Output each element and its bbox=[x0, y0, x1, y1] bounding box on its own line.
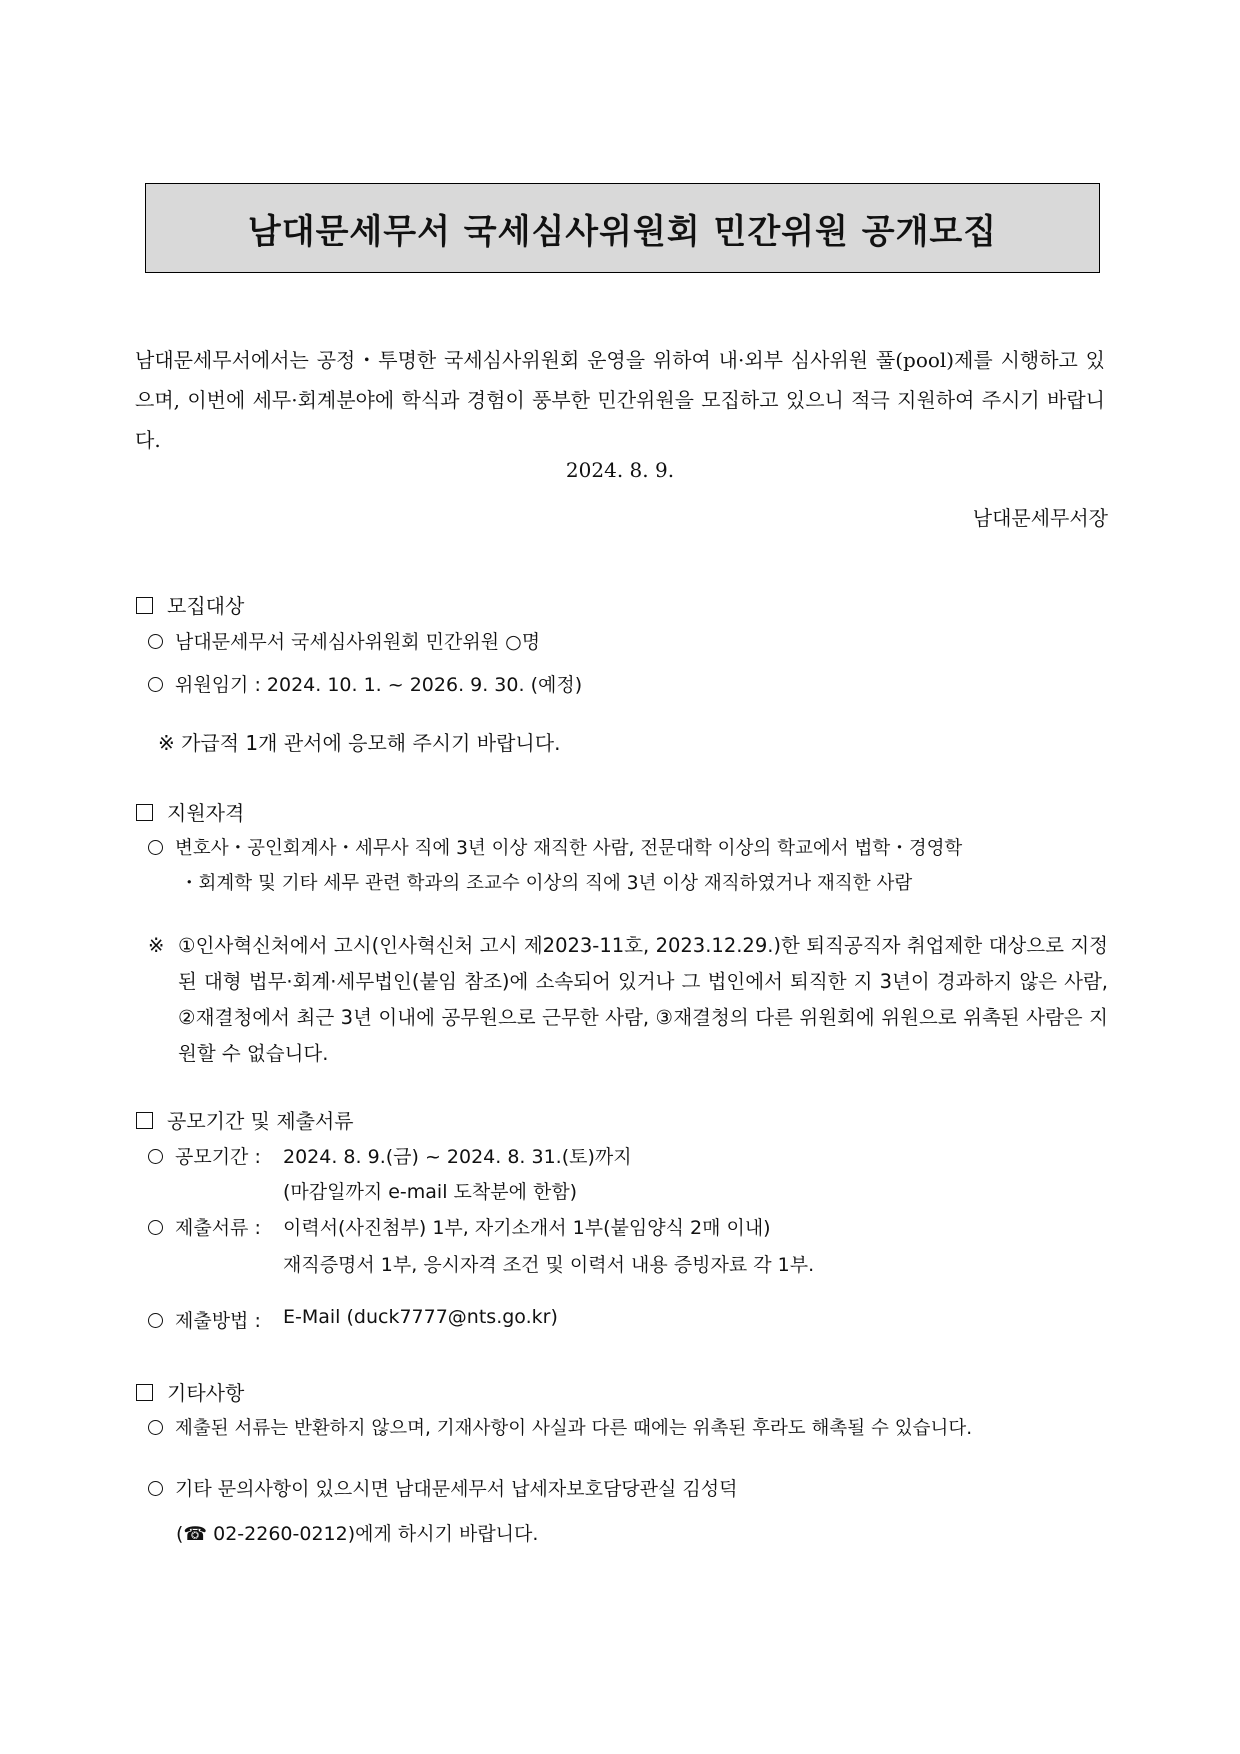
circle-bullet-icon bbox=[148, 840, 163, 855]
list-item: 남대문세무서 국세심사위원회 민간위원 ○명 bbox=[148, 627, 540, 654]
period-value: 2024. 8. 9.(금) ~ 2024. 8. 31.(토)까지 bbox=[283, 1146, 632, 1168]
section-heading-other: 기타사항 bbox=[136, 1377, 244, 1406]
checkbox-square-icon bbox=[136, 1112, 153, 1129]
contact-phone: (☎ 02-2260-0212)에게 하시기 바랍니다. bbox=[176, 1523, 539, 1545]
notice-text: ①인사혁신처에서 고시(인사혁신처 고시 제2023-11호, 2023.12.29.)한 퇴직공직자 취업제한 대상으로 지정된 대형 법무·회계·세무법인(붙임 참조)에 소속되어 있거나 그 법인에서 퇴직한 지 3년이 경과하지 않은 사람, ②재결청에서 최근 3년 이내에 공무원으로 근무한 사람, ③재결청의 다른 위원회에 위원으로 위촉된 사람은 지원할 수 없습니다. bbox=[178, 934, 1108, 1065]
circle-bullet-icon bbox=[148, 1481, 163, 1496]
notice-mark: ※ bbox=[148, 934, 165, 957]
list-item: 변호사・공인회계사・세무사 직에 3년 이상 재직한 사람, 전문대학 이상의 학교에서 법학・경영학 bbox=[148, 834, 962, 860]
checkbox-square-icon bbox=[136, 804, 153, 821]
list-item: 제출서류 : bbox=[148, 1213, 261, 1240]
docs-value-2: 재직증명서 1부, 응시자격 조건 및 이력서 내용 증빙자료 각 1부. bbox=[283, 1254, 815, 1276]
submission-email: E-Mail (duck7777@nts.go.kr) bbox=[283, 1306, 558, 1328]
circle-bullet-icon bbox=[148, 677, 163, 692]
intro-paragraph: 남대문세무서에서는 공정・투명한 국세심사위원회 운영을 위하여 내·외부 심사위원 풀(pool)제를 시행하고 있으며, 이번에 세무·회계분야에 학식과 경험이 풍부한 민간위원을 모집하고 있으니 적극 지원하여 주시기 바랍니다. bbox=[135, 348, 1105, 452]
target-note: ※ 가급적 1개 관서에 응모해 주시기 바랍니다. bbox=[158, 731, 561, 755]
circle-bullet-icon bbox=[148, 1149, 163, 1164]
list-item: 기타 문의사항이 있으시면 남대문세무서 납세자보호담당관실 김성덕 bbox=[148, 1474, 737, 1501]
announcement-date: 2024. 8. 9. bbox=[565, 458, 675, 482]
period-sub: (마감일까지 e-mail 도착분에 한함) bbox=[283, 1181, 578, 1203]
checkbox-square-icon bbox=[136, 1384, 153, 1401]
circle-bullet-icon bbox=[148, 1220, 163, 1235]
circle-bullet-icon bbox=[148, 634, 163, 649]
list-item: 제출방법 : bbox=[148, 1306, 261, 1333]
page-title: 남대문세무서 국세심사위원회 민간위원 공개모집 bbox=[247, 211, 998, 252]
list-item-continuation: ・회계학 및 기타 세무 관련 학과의 조교수 이상의 직에 3년 이상 재직하였거나 재직한 사람 bbox=[180, 873, 913, 894]
signer: 남대문세무서장 bbox=[972, 506, 1108, 530]
section-heading-period: 공모기간 및 제출서류 bbox=[136, 1105, 354, 1134]
section-heading-target: 모집대상 bbox=[136, 590, 244, 619]
qualification-notice bbox=[148, 928, 1108, 1072]
section-heading-qualification: 지원자격 bbox=[136, 797, 244, 826]
docs-value: 이력서(사진첨부) 1부, 자기소개서 1부(붙임양식 2매 이내) bbox=[283, 1217, 771, 1239]
list-item: 제출된 서류는 반환하지 않으며, 기재사항이 사실과 다른 때에는 위촉된 후라도 해촉될 수 있습니다. bbox=[148, 1414, 972, 1440]
circle-bullet-icon bbox=[148, 1420, 163, 1435]
title-box bbox=[145, 183, 1100, 273]
list-item: 공모기간 : bbox=[148, 1142, 261, 1169]
list-item: 위원임기 : 2024. 10. 1. ~ 2026. 9. 30. (예정) bbox=[148, 670, 582, 697]
checkbox-square-icon bbox=[136, 597, 153, 614]
circle-bullet-icon bbox=[148, 1313, 163, 1328]
